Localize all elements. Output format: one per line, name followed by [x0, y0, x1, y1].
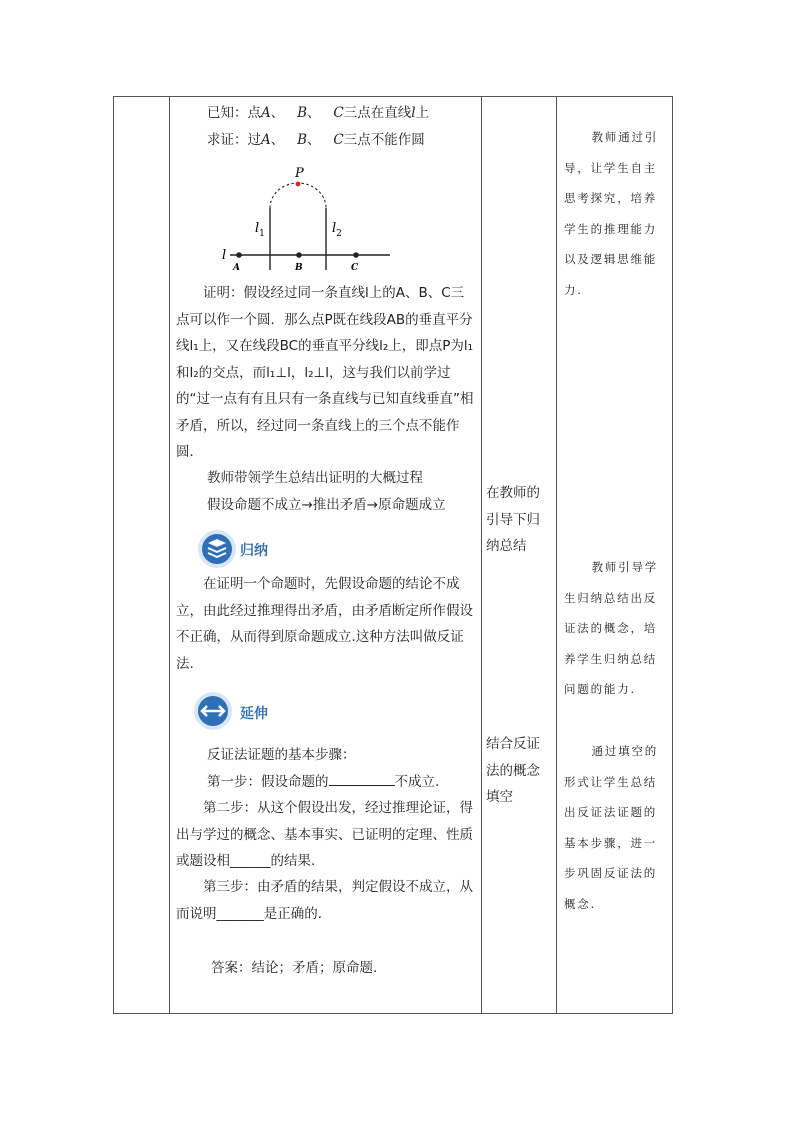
table-bottom-border — [113, 1013, 673, 1014]
induction-paragraph: 在证明一个命题时，先假设命题的结论不成立，由此经过推理得出矛盾，由矛盾断定所作假设不正确，从而得到原命题成立.这种方法叫做反证法. — [176, 576, 473, 672]
student-activity-a: 在教师的引导下归纳总结 — [486, 485, 540, 554]
prove-statement: 求证：过A、 B、 C三点不能作圆 — [207, 132, 425, 148]
step-1-blank[interactable] — [329, 771, 395, 786]
design-intent-a: 教师通过引导，让学生自主思考探究，培养学生的推理能力以及逻辑思维能力. — [564, 130, 659, 297]
label-A: A — [233, 263, 240, 273]
dashed-arc — [270, 183, 326, 208]
table-left-border — [113, 96, 114, 1014]
answer-line: 答案：结论；矛盾；原命题. — [211, 960, 378, 976]
step-1: 第一步：假设命题的 不成立. — [207, 769, 439, 795]
label-l2: $l_2$ — [332, 221, 342, 239]
known-statement: 已知：点A、 B、 C三点在直线l上 — [207, 105, 430, 121]
step-2: 第二步：从这个假设出发，经过推理论证，得出与学过的概念、基本事实、已证明的定理、性质或题设相______的结果. — [176, 800, 473, 869]
proof-paragraph: 证明：假设经过同一条直线l上的A、B、C三点可以作一个圆．那么点P既在线段AB的垂直平分线l₁上，又在线段BC的垂直平分线l₂上，即点P为l₁和l₂的交点，而l₁⊥l，l₂⊥l，这与我们以前学过的“过一点有有且只有一条直线与已知直线垂直”相矛盾，所以，经过同一条直线上的三个点不能作圆． — [176, 285, 474, 460]
induction-label: 归纳 — [240, 543, 268, 559]
label-l: l — [222, 248, 227, 263]
layers-icon — [196, 528, 238, 570]
table-right-border — [672, 96, 673, 1014]
table-top-border — [113, 96, 673, 97]
steps-title: 反证法证题的基本步骤： — [207, 747, 356, 763]
label-P: P — [295, 166, 304, 181]
table-col-divider-1 — [169, 96, 170, 1014]
point-P — [296, 182, 301, 187]
geometry-figure — [215, 160, 395, 278]
double-arrow-icon — [192, 690, 234, 732]
extension-label: 延伸 — [240, 706, 268, 722]
label-B: B — [295, 263, 303, 273]
table-col-divider-3 — [556, 96, 557, 1014]
label-C: C — [351, 263, 359, 273]
summary-line-2: 假设命题不成立→推出矛盾→原命题成立 — [207, 497, 446, 513]
table-col-divider-2 — [481, 96, 482, 1014]
label-l1: $l_1$ — [255, 221, 265, 239]
point-B — [296, 252, 302, 258]
design-intent-c: 通过填空的形式让学生总结出反证法证题的基本步骤，进一步巩固反证法的概念. — [564, 744, 659, 911]
design-intent-b: 教师引导学生归纳总结出反证法的概念，培养学生归纳总结问题的能力. — [564, 560, 659, 696]
point-A — [236, 252, 242, 258]
step-3: 第三步：由矛盾的结果，判定假设不成立，从而说明_______是正确的. — [176, 879, 473, 922]
point-C — [353, 252, 359, 258]
summary-line-1: 教师带领学生总结出证明的大概过程 — [207, 470, 423, 486]
student-activity-b: 结合反证法的概念填空 — [486, 736, 540, 805]
